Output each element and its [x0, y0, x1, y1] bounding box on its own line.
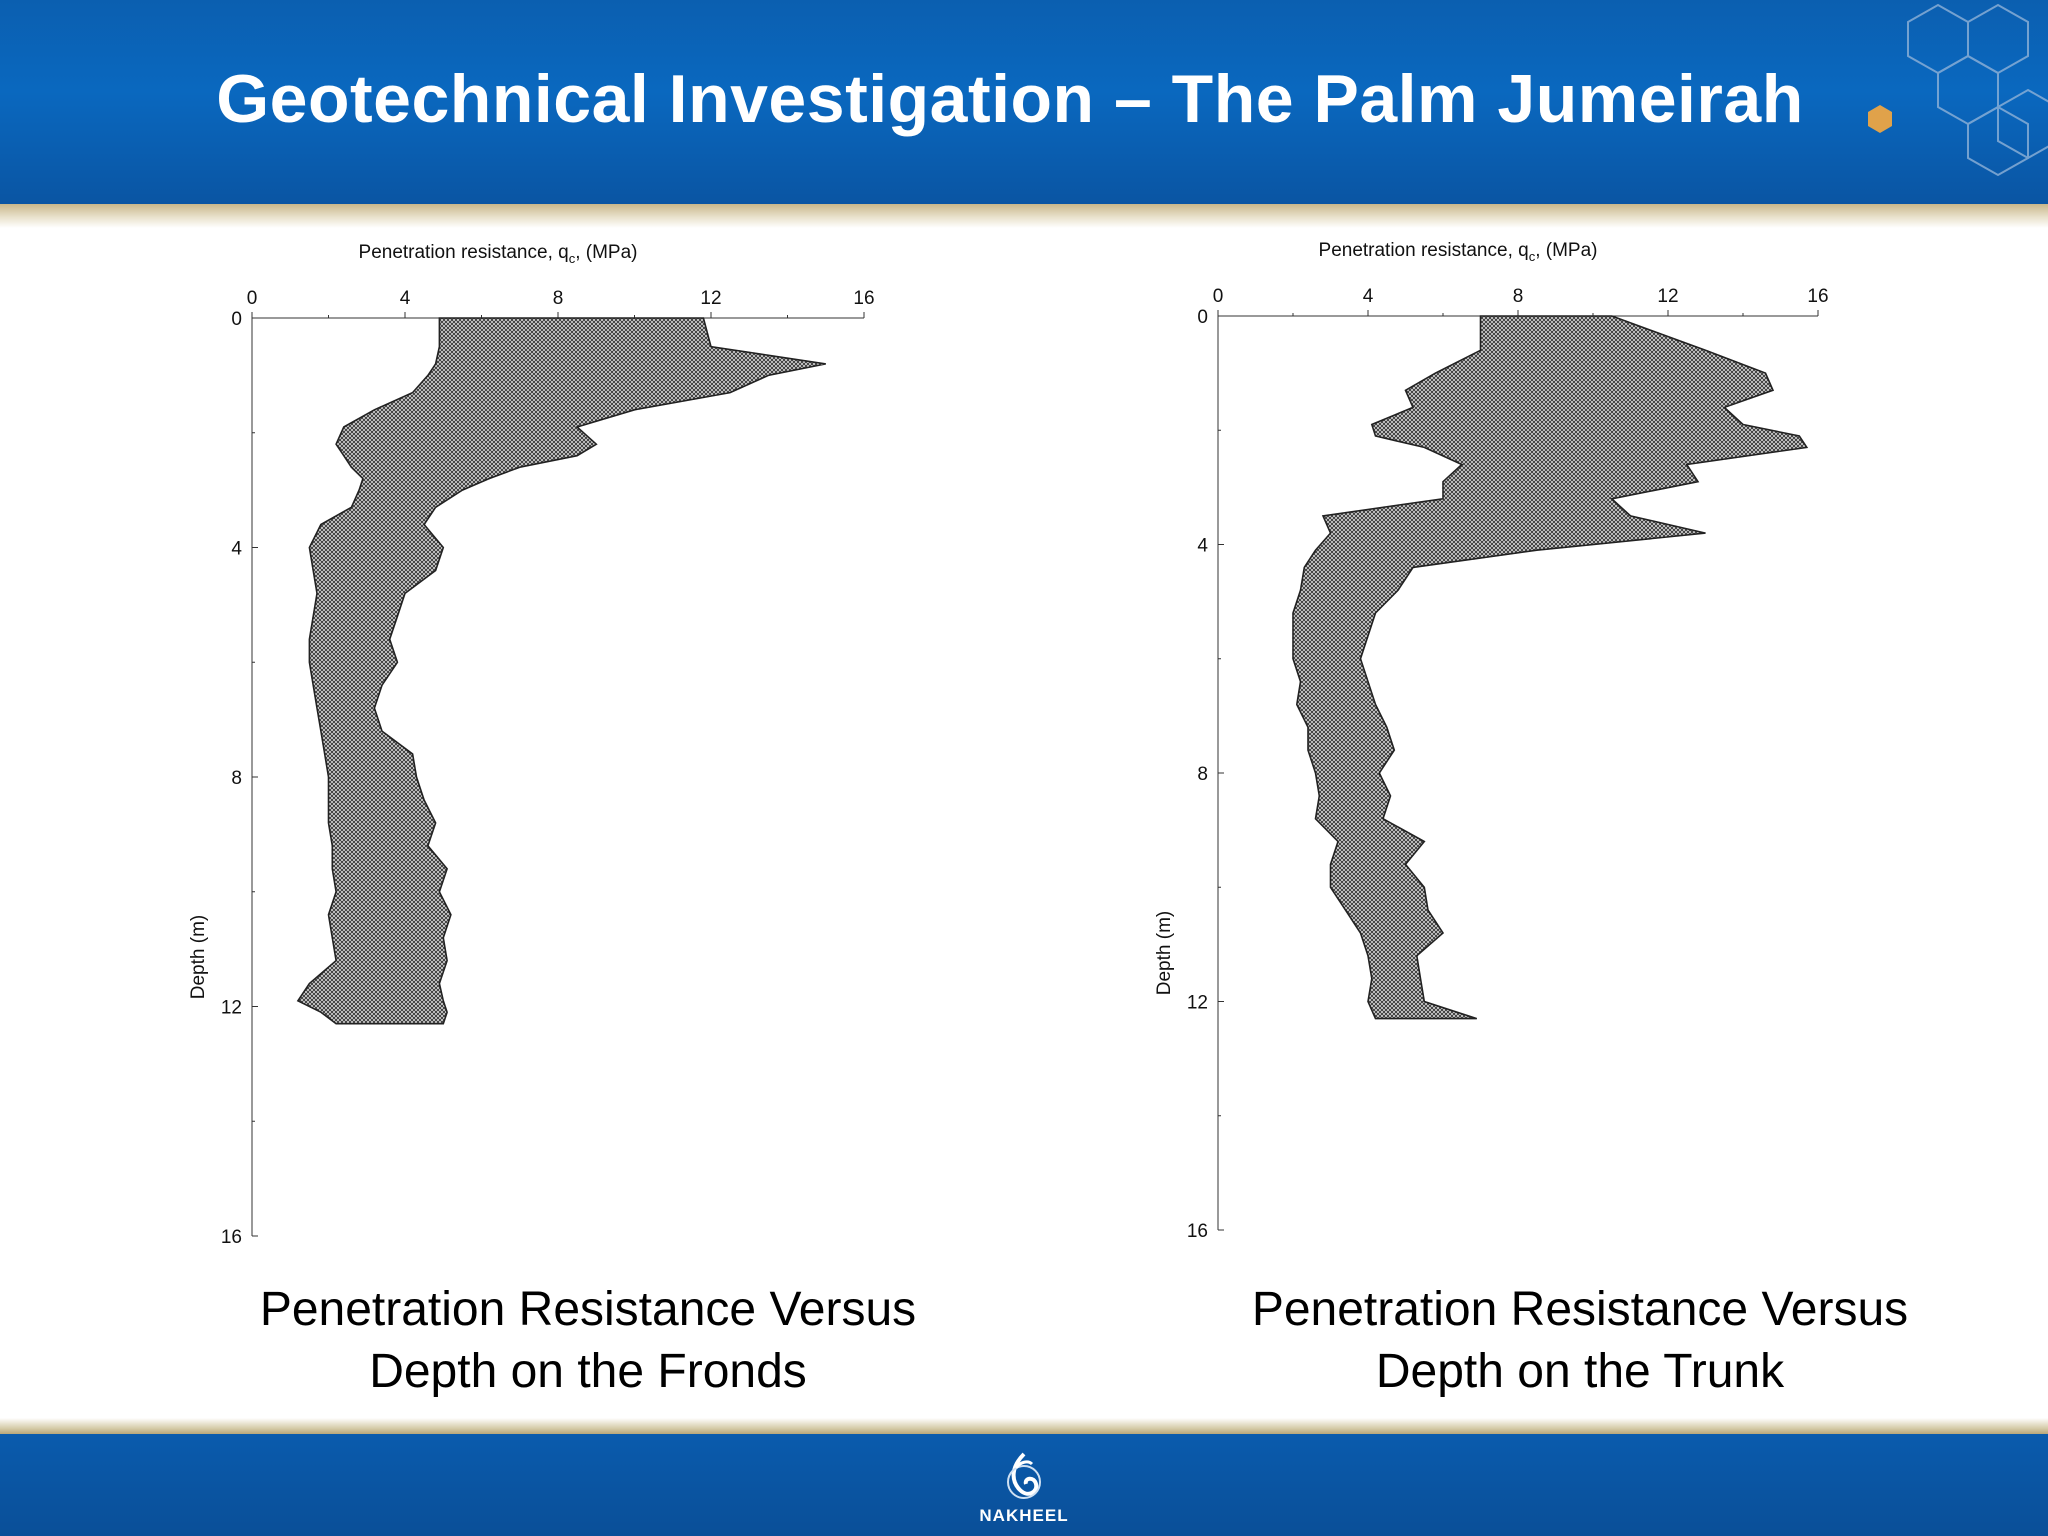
- y-tick-label: 8: [231, 768, 242, 789]
- y-axis-label: Depth (m): [1154, 910, 1175, 996]
- x-axis-label-sub: c: [1528, 249, 1536, 264]
- page-title: Geotechnical Investigation – The Palm Jumeirah: [216, 61, 1804, 137]
- y-tick-label: 0: [231, 309, 242, 330]
- x-tick-label: 16: [853, 288, 875, 309]
- y-axis-label: Depth (m): [188, 914, 209, 1000]
- footer-divider: [0, 1418, 2048, 1434]
- y-tick-label: 12: [220, 997, 242, 1019]
- x-tick-label: 8: [1512, 286, 1524, 307]
- y-tick-label: 16: [1186, 1221, 1208, 1242]
- x-tick-label: 0: [246, 288, 258, 309]
- caption-line-1: Penetration Resistance Versus: [259, 1283, 917, 1336]
- x-axis-label-unit: , (MPa): [575, 242, 638, 263]
- y-tick-label: 4: [1197, 535, 1208, 557]
- y-tick-label: 4: [231, 538, 242, 560]
- x-axis-label-unit: , (MPa): [1535, 240, 1598, 261]
- logo-text: NAKHEEL: [979, 1506, 1069, 1525]
- x-tick-label: 4: [1362, 286, 1374, 307]
- series-band-0: [1293, 316, 1807, 1019]
- y-tick-label: 0: [1197, 307, 1208, 328]
- x-axis-label-sub: c: [568, 251, 576, 266]
- caption-fronds: [188, 1279, 988, 1403]
- x-tick-label: 12: [1657, 286, 1679, 307]
- x-tick-label: 0: [1212, 286, 1224, 307]
- caption-line-2: Depth on the Fronds: [369, 1345, 807, 1398]
- y-tick-label: 8: [1197, 764, 1208, 785]
- x-tick-label: 16: [1807, 286, 1829, 307]
- y-tick-label: 16: [220, 1227, 242, 1248]
- caption-trunk: [1180, 1279, 1980, 1403]
- caption-line-1: Penetration Resistance Versus: [1251, 1283, 1909, 1336]
- y-tick-label: 12: [1186, 992, 1208, 1014]
- x-tick-label: 4: [399, 288, 411, 309]
- x-axis-label: [1319, 240, 1598, 264]
- x-tick-label: 12: [700, 288, 722, 309]
- x-tick-label: 8: [552, 288, 564, 309]
- x-axis-label-main: Penetration resistance, q: [1318, 240, 1529, 261]
- x-axis-label-main: Penetration resistance, q: [358, 242, 569, 263]
- caption-line-2: Depth on the Trunk: [1375, 1345, 1785, 1398]
